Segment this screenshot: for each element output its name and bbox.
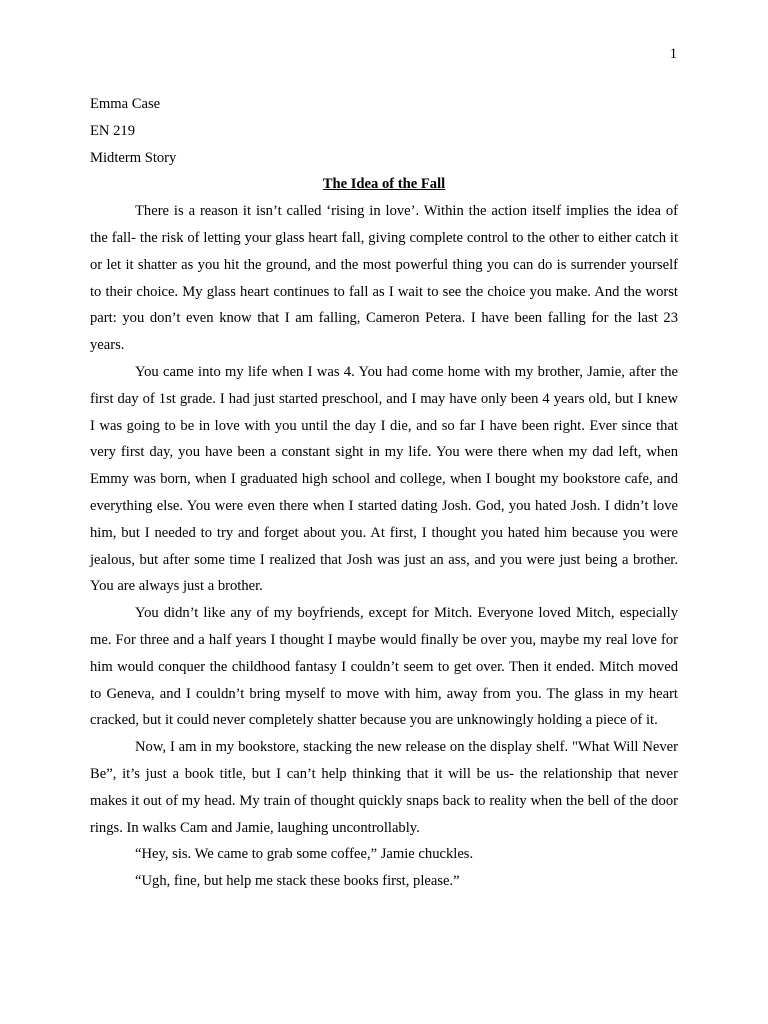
paragraph: Now, I am in my bookstore, stacking the new release on the display shelf. "What Will Never Be”, it’s just a book title, but I can’t help thinking that it will be us- the relationship that never makes it out of my head. My train of thought quickly snaps back to reality when the bell of the door rings. In walks Cam and Jamie, laughing uncontrollably. (90, 739, 678, 836)
course-code: EN 219 (90, 122, 135, 139)
story-title: The Idea of the Fall (322, 176, 446, 193)
dialogue-line: “Hey, sis. We came to grab some coffee,” Jamie chuckles. (135, 846, 474, 863)
document-body (90, 91, 678, 895)
paragraph: You came into my life when I was 4. You had come home with my brother, Jamie, after the first day of 1st grade. I had just started preschool, and I may have only been 4 years old, but I knew I was going to be in love with you until the day I die, and so far I have been right. Ever since that very first day, you have been a constant sight in my life. You were there when my dad left, when Emmy was born, when I graduated high school and college, when I bought my bookstore cafe, and everything else. You were even there when I started dating Josh. God, you hated Josh. I didn’t love him, but I needed to try and forget about you. At first, I thought you hated him because you were jealous, but after some time I realized that Josh was just an ass, and you were just being a brother. You are always just a brother. (90, 363, 678, 595)
author-name: Emma Case (90, 96, 161, 112)
dialogue-line: “Ugh, fine, but help me stack these books first, please.” (135, 873, 460, 890)
page-number: 1 (669, 46, 677, 62)
paragraph: You didn’t like any of my boyfriends, except for Mitch. Everyone loved Mitch, especially me. For three and a half years I thought I maybe would finally be over you, maybe my real love for him would conquer the childhood fantasy I couldn’t seem to get over. Then it ended. Mitch moved to Geneva, and I couldn’t bring myself to move with him, away from you. The glass in my heart cracked, but it could never completely shatter because you are unknowingly holding a piece of it. (90, 605, 678, 729)
paragraph: There is a reason it isn’t called ‘rising in love’. Within the action itself implies the idea of the fall- the risk of letting your glass heart fall, giving complete control to the other to either catch it or let it shatter as you hit the ground, and the most powerful thing you can do is surrender yourself to their choice. My glass heart continues to fall as I wait to see the choice you make. And the worst part: you don’t even know that I am falling, Cameron Petera. I have been falling for the last 23 years. (90, 203, 678, 354)
assignment-name: Midterm Story (90, 149, 177, 166)
